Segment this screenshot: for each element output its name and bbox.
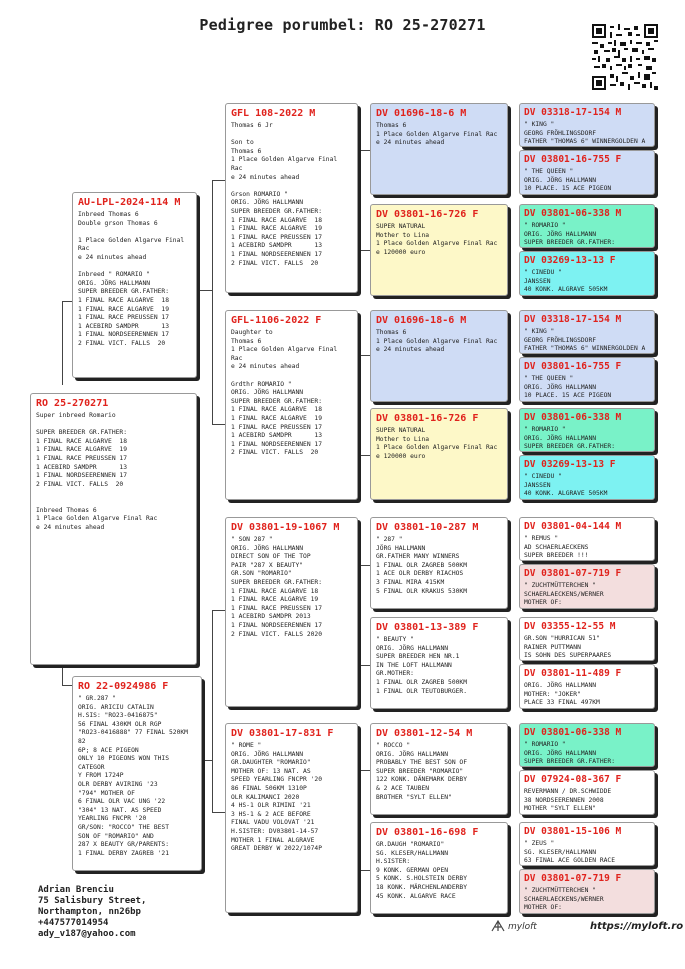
- connector-line: [212, 610, 226, 611]
- ancestor-ring-number: DV 03801-07-719 F: [524, 568, 622, 579]
- great-grandparent-card[interactable]: [370, 103, 508, 195]
- ancestor-ring-number: DV 03801-11-489 F: [524, 668, 622, 679]
- ancestor-ring-number: DV 03801-15-106 M: [524, 826, 622, 837]
- ancestor-description: " REMUS " AD SCHAERLAECKENS SUPER BREEDER !!!: [524, 535, 589, 560]
- ancestor-card[interactable]: [519, 357, 655, 402]
- great-grandparent-description: " BEAUTY " ORIG. JÖRG HALLMANN SUPER BREEDER HEN NR.1 IN THE LOFT HALLMANN GR.MOTHER: 1 FINAL OLR ZAGREB 500KM 1 FINAL OLR TEUTOBURGER.: [376, 636, 467, 695]
- ancestor-card[interactable]: [519, 251, 655, 296]
- grandparent-card[interactable]: [225, 723, 358, 913]
- ancestor-ring-number: DV 03801-16-755 F: [524, 154, 622, 165]
- connector-line: [202, 760, 212, 761]
- grandparent-description: " SON 287 " ORIG. JÖRG HALLMANN DIRECT SON OF THE TOP PAIR "287 X BEAUTY" GR.SON "ROMARIO" SUPER BREEDER GR.FATHER: 1 FINAL RACE ALGARVE 18 1 FINAL RACE ALGARVE 19 1 FINAL RACE PREUSSEN 17 1 ACEBIRD SAMDPR 2013 1 FINAL NORDSEERENNEN 17 2 FINAL VICT. FALLS 2020: [231, 536, 322, 638]
- connector-line: [62, 301, 63, 385]
- connector-line: [212, 812, 226, 813]
- ancestor-ring-number: DV 03801-06-338 M: [524, 727, 622, 738]
- owner-email: ady_v187@yahoo.com: [38, 929, 136, 939]
- great-grandparent-description: " ROCCO " ORIG. JÖRG HALLMANN PROBABLY THE BEST SON OF SUPER BREEDER "ROMARIO" 122 KONK. DÄNEMARK DERBY & 2 ACE TAUBEN BROTHER "SYLT ELLEN": [376, 742, 467, 801]
- grandparent-ring-number: GFL 108-2022 M: [231, 108, 316, 119]
- connector-line: [358, 455, 370, 456]
- ancestor-ring-number: DV 03801-07-719 F: [524, 873, 622, 884]
- connector-line: [62, 665, 63, 685]
- connector-line: [212, 180, 226, 181]
- ancestor-description: " ZEUS " SG. KLESER/HALLMANN 63 FINAL ACE GOLDEN RACE: [524, 840, 615, 865]
- ancestor-description: " ROMARIO " ORIG. JÖRG HALLMANN SUPER BREEDER GR.FATHER:: [524, 741, 615, 766]
- website-link[interactable]: https://myloft.ro: [590, 921, 684, 932]
- qr-code: [592, 24, 658, 90]
- connector-line: [212, 610, 213, 812]
- ancestor-card[interactable]: [519, 564, 655, 609]
- connector-line: [358, 150, 370, 151]
- ancestor-description: " CINEDU " JANSSEN 40 KONK. ALGRAVE 505KM: [524, 269, 608, 294]
- owner-name: Adrian Brenciu: [38, 885, 114, 895]
- great-grandparent-ring-number: DV 03801-16-726 F: [376, 413, 479, 424]
- connector-line: [358, 565, 370, 566]
- grandparent-description: " ROME " ORIG. JÖRG HALLMANN GR.DAUGHTER "ROMARIO" MOTHER OF: 13 NAT. AS SPEED YEARLING FNCPR '20 86 FINAL 506KM 1310P OLR KALIMANCI 2020 4 HS-1 OLR RIMINI '21 3 HS-1 & 2 ACE BEFORE FINAL VADU VOLOVAT '21 H.SISTER: DV03801-14-57 MOTHER 1 FINAL ALGRAVE GREAT DERBY W 2022/1074P: [231, 742, 322, 853]
- ancestor-card[interactable]: [519, 204, 655, 248]
- owner-contact: [38, 885, 146, 940]
- connector-line: [212, 180, 213, 424]
- great-grandparent-ring-number: DV 03801-16-726 F: [376, 209, 479, 220]
- great-grandparent-description: GR.DAUGH "ROMARIO" SG. KLESER/HALLMANN H.SISTER: 9 KONK. GERMAN OPEN 5 KONK. S.HOLSTEIN DERBY 18 KONK. MÄRCHENLANDERBY 45 KONK. ALGARVE RACE: [376, 841, 467, 900]
- ancestor-ring-number: DV 03801-16-755 F: [524, 361, 622, 372]
- ancestor-description: " ZUCHTMÜTTERCHEN " SCHAERLAECKENS/WERNER MOTHER OF:: [524, 887, 604, 912]
- sire-description: Inbreed Thomas 6 Double grson Thomas 6 1 Place Golden Algarve Final Rac e 24 minutes ahead Inbreed " ROMARIO " ORIG. JÖRG HALLMANN SUPER BREEDER GR.FATHER: 1 FINAL RACE ALGARVE 18 1 FINAL RACE ALGARVE 19 1 FINAL RACE PREUSSEN 17 1 ACEBIRD SAMDPR 13 1 FINAL NORDSEERENNEN 17 2 FINAL VICT. FALLS 20: [78, 211, 185, 347]
- great-grandparent-card[interactable]: [370, 204, 508, 296]
- great-grandparent-description: " 287 " JÖRG HALLMANN GR.FATHER MANY WINNERS 1 FINAL OLR ZAGREB 500KM 1 ACE OLR DERBY RIACHOS 3 FINAL MIRA 415KM 5 FINAL OLR KRAKUS 530KM: [376, 536, 467, 595]
- ancestor-card[interactable]: [519, 408, 655, 452]
- great-grandparent-ring-number: DV 01696-18-6 M: [376, 108, 467, 119]
- subject-description: Super inbreed Romario SUPER BREEDER GR.FATHER: 1 FINAL RACE ALGARVE 18 1 FINAL RACE ALGARVE 19 1 FINAL RACE PREUSSEN 17 1 ACEBIRD SAMDPR 13 1 FINAL NORDSEERENNEN 17 2 FINAL VICT. FALLS 20 Inbreed Thomas 6 1 Place Golden Algarve Final Rac e 24 minutes ahead: [36, 412, 158, 531]
- grandparent-description: Thomas 6 Jr Son to Thomas 6 1 Place Golden Algarve Final Rac e 24 minutes ahead Grson ROMARIO " ORIG. JÖRG HALLMANN SUPER BREEDER GR.FATHER: 1 FINAL RACE ALGARVE 18 1 FINAL RACE ALGARVE 19 1 FINAL RACE PREUSSEN 17 1 ACEBIRD SAMDPR 13 1 FINAL NORDSEERENNEN 17 2 FINAL VICT. FALLS 20: [231, 122, 338, 267]
- ancestor-ring-number: DV 03801-04-144 M: [524, 521, 622, 532]
- great-grandparent-description: Thomas 6 1 Place Golden Algarve Final Rac e 24 minutes ahead: [376, 122, 498, 147]
- grandparent-ring-number: DV 03801-19-1067 M: [231, 522, 340, 533]
- great-grandparent-card[interactable]: [370, 617, 508, 709]
- grandparent-card[interactable]: [225, 517, 358, 707]
- owner-phone: +447577014954: [38, 918, 109, 928]
- ancestor-card[interactable]: [519, 455, 655, 500]
- great-grandparent-ring-number: DV 03801-10-287 M: [376, 522, 479, 533]
- ancestor-ring-number: DV 03801-06-338 M: [524, 412, 622, 423]
- ancestor-card[interactable]: [519, 664, 655, 709]
- dam-ring-number: RO 22-0924986 F: [78, 681, 169, 692]
- ancestor-ring-number: DV 03318-17-154 M: [524, 107, 622, 118]
- ancestor-description: " THE QUEEN " ORIG. JÖRG HALLMANN 10 PLACE. 15 ACE PIGEON: [524, 168, 612, 193]
- connector-line: [212, 424, 226, 425]
- great-grandparent-description: SUPER NATURAL Mother to Lina 1 Place Golden Algarve Final Rac e 120000 euro: [376, 223, 498, 256]
- ancestor-ring-number: DV 03269-13-13 F: [524, 459, 616, 470]
- owner-street: 75 Salisbury Street,: [38, 896, 147, 906]
- great-grandparent-card[interactable]: [370, 310, 508, 402]
- connector-line: [358, 665, 370, 666]
- great-grandparent-ring-number: DV 03801-16-698 F: [376, 827, 479, 838]
- dam-description: " GR.287 " ORIG. ARICIU CATALIN H.SIS: "RO23-0416875" 56 FINAL 430KM OLR RGP "RO23-0416888" 77 FINAL 520KM 82 6P; 8 ACE PIGEON ONLY 10 PIGEONS WON THIS CATEGOR Y FROM 1724P OLR DERBY AVIRING '23 "794" MOTHER OF 6 FINAL OLR VAC UNG '22 "304" 13 NAT. AS SPEED YEARLING FNCPR '20 GR/SON: "ROCCO" THE BEST SON OF "ROMARIO" AND 287 X BEAUTY GR/PARENTS: 1 FINAL DERBY ZAGREB '21: [78, 695, 188, 857]
- grandparent-ring-number: DV 03801-17-831 F: [231, 728, 334, 739]
- ancestor-card[interactable]: [519, 869, 655, 914]
- subject-ring-number: RO 25-270271: [36, 398, 109, 409]
- grandparent-ring-number: GFL-1106-2022 F: [231, 315, 322, 326]
- great-grandparent-card[interactable]: [370, 408, 508, 500]
- ancestor-ring-number: DV 03801-06-338 M: [524, 208, 622, 219]
- ancestor-ring-number: DV 07924-08-367 F: [524, 774, 622, 785]
- great-grandparent-card[interactable]: [370, 822, 508, 914]
- ancestor-description: " ROMARIO " ORIG. JÖRG HALLMANN SUPER BREEDER GR.FATHER:: [524, 222, 615, 247]
- ancestor-card[interactable]: [519, 770, 655, 815]
- ancestor-ring-number: DV 03269-13-13 F: [524, 255, 616, 266]
- ancestor-description: " KING " GEORG FRÖHLINGSDORF FATHER "THOMAS 6" WINNERGOLDEN A: [524, 328, 646, 353]
- sire-ring-number: AU-LPL-2024-114 M: [78, 197, 181, 208]
- ancestor-description: " CINEDU " JANSSEN 40 KONK. ALGRAVE 505KM: [524, 473, 608, 498]
- ancestor-description: " ROMARIO " ORIG. JÖRG HALLMANN SUPER BREEDER GR.FATHER:: [524, 426, 615, 451]
- connector-line: [197, 290, 212, 291]
- connector-line: [358, 770, 370, 771]
- myloft-logo-icon: [490, 918, 506, 938]
- ancestor-card[interactable]: [519, 723, 655, 767]
- qr-code-icon: [592, 24, 658, 90]
- ancestor-description: REVERMANN / DR.SCHWIDDE 38 NORDSEERENNEN 2008 MOTHER "SYLT ELLEN": [524, 788, 612, 813]
- great-grandparent-ring-number: DV 01696-18-6 M: [376, 315, 467, 326]
- ancestor-description: GR.SON "HURRICAN 51" RAINER PUTTMANN IS SOHN DES SUPERPAARES: [524, 635, 612, 660]
- great-grandparent-card[interactable]: [370, 517, 508, 609]
- subject-pigeon-card[interactable]: [30, 393, 197, 665]
- ancestor-card[interactable]: [519, 103, 655, 147]
- ancestor-card[interactable]: [519, 150, 655, 195]
- page-title: Pedigree porumbel: RO 25-270271: [199, 16, 486, 34]
- ancestor-description: " KING " GEORG FRÖHLINGSDORF FATHER "THOMAS 6" WINNERGOLDEN A: [524, 121, 646, 146]
- ancestor-description: " ZUCHTMÜTTERCHEN " SCHAERLAECKENS/WERNER MOTHER OF:: [524, 582, 604, 607]
- grandparent-card[interactable]: [225, 310, 358, 500]
- great-grandparent-description: Thomas 6 1 Place Golden Algarve Final Rac e 24 minutes ahead: [376, 329, 498, 354]
- great-grandparent-ring-number: DV 03801-13-389 F: [376, 622, 479, 633]
- great-grandparent-card[interactable]: [370, 723, 508, 815]
- ancestor-description: " THE QUEEN " ORIG. JÖRG HALLMANN 10 PLACE. 15 ACE PIGEON: [524, 375, 612, 400]
- grandparent-card[interactable]: [225, 103, 358, 293]
- grandparent-description: Daughter to Thomas 6 1 Place Golden Algarve Final Rac e 24 minutes ahead Grdthr ROMARIO " ORIG. JÖRG HALLMANN SUPER BREEDER GR.FATHER: 1 FINAL RACE ALGARVE 18 1 FINAL RACE ALGARVE 19 1 FINAL RACE PREUSSEN 17 1 ACEBIRD SAMDPR 13 1 FINAL NORDSEERENNEN 17 2 FINAL VICT. FALLS 20: [231, 329, 338, 457]
- ancestor-ring-number: DV 03318-17-154 M: [524, 314, 622, 325]
- owner-city: Northampton, nn26bp: [38, 907, 141, 917]
- ancestor-card[interactable]: [519, 822, 655, 866]
- ancestor-card[interactable]: [519, 517, 655, 561]
- ancestor-card[interactable]: [519, 617, 655, 661]
- connector-line: [358, 870, 370, 871]
- connector-line: [358, 250, 370, 251]
- ancestor-description: ORIG. JÖRG HALLMANN MOTHER: "JOKER" PLACE 33 FINAL 497KM: [524, 682, 600, 707]
- sire-card[interactable]: [72, 192, 197, 378]
- dam-card[interactable]: [72, 676, 202, 871]
- ancestor-card[interactable]: [519, 310, 655, 354]
- great-grandparent-ring-number: DV 03801-12-54 M: [376, 728, 473, 739]
- connector-line: [358, 355, 370, 356]
- ancestor-ring-number: DV 03355-12-55 M: [524, 621, 616, 632]
- myloft-logo-text: myloft: [508, 922, 537, 932]
- great-grandparent-description: SUPER NATURAL Mother to Lina 1 Place Golden Algarve Final Rac e 120000 euro: [376, 427, 498, 460]
